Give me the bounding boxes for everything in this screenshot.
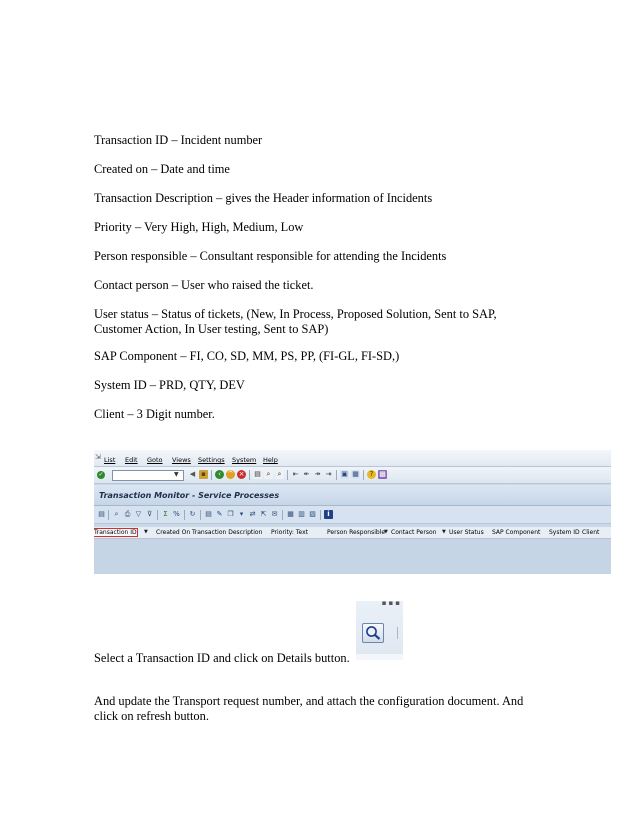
column-user-status[interactable]: User Status bbox=[449, 529, 484, 536]
grid-body bbox=[94, 539, 611, 574]
change-icon[interactable]: ✎ bbox=[216, 510, 223, 518]
column-person-responsible[interactable]: Person Responsible bbox=[327, 529, 386, 536]
previous-page-icon[interactable]: ↞ bbox=[303, 470, 310, 478]
column-sap-component[interactable]: SAP Component bbox=[492, 529, 541, 536]
toolbar-separator bbox=[363, 470, 364, 480]
sort-icon[interactable]: ▽ bbox=[135, 510, 142, 518]
exit-icon[interactable]: ^ bbox=[227, 470, 234, 478]
check-icon[interactable]: ✓ bbox=[98, 471, 104, 478]
layout-icon[interactable]: ▦ bbox=[287, 510, 294, 518]
details-fragment-bottom bbox=[356, 654, 403, 660]
refresh-icon[interactable]: ↻ bbox=[189, 510, 196, 518]
toolbar-separator bbox=[397, 627, 398, 639]
column-contact-person[interactable]: Contact Person bbox=[391, 529, 437, 536]
mail-icon[interactable]: ✉ bbox=[271, 510, 278, 518]
last-page-icon[interactable]: ⇥ bbox=[325, 470, 332, 478]
filter-icon[interactable]: ⊽ bbox=[146, 510, 153, 518]
menu-system[interactable]: System bbox=[232, 456, 257, 464]
menu-settings[interactable]: Settings bbox=[198, 456, 225, 464]
first-page-icon[interactable]: ⇤ bbox=[292, 470, 299, 478]
magnifier-icon bbox=[365, 625, 381, 640]
chevron-down-icon[interactable]: ▼ bbox=[174, 471, 179, 478]
toolbar-separator bbox=[287, 470, 288, 480]
column-priority-text[interactable]: Priority: Text bbox=[271, 529, 308, 536]
print-list-icon[interactable]: ⎙ bbox=[124, 510, 131, 518]
select-all-icon[interactable]: ▤ bbox=[98, 510, 105, 518]
toolbar-fragment: ▪▪▪ bbox=[381, 601, 402, 607]
chevron-down-icon[interactable]: ▼ bbox=[384, 529, 388, 535]
new-session-icon[interactable]: ▣ bbox=[341, 470, 348, 478]
instruction-select: Select a Transaction ID and click on Details button. bbox=[94, 651, 350, 665]
copy-icon[interactable]: ❐ bbox=[227, 510, 234, 518]
next-page-icon[interactable]: ↠ bbox=[314, 470, 321, 478]
definition-person-responsible: Person responsible – Consultant responsible for attending the Incidents bbox=[94, 249, 447, 263]
transfer-icon[interactable]: ⇄ bbox=[249, 510, 256, 518]
toolbar-separator bbox=[157, 510, 158, 520]
standard-toolbar bbox=[94, 467, 611, 484]
toolbar-separator bbox=[211, 470, 212, 480]
prev-icon[interactable]: ◀ bbox=[189, 470, 196, 478]
definition-transaction-description: Transaction Description – gives the Header information of Incidents bbox=[94, 191, 433, 205]
document-icon[interactable]: ▤ bbox=[205, 510, 212, 518]
column-transaction-id[interactable]: Transaction ID bbox=[94, 529, 137, 536]
basket-icon[interactable]: ▾ bbox=[239, 510, 244, 518]
definition-client: Client – 3 Digit number. bbox=[94, 407, 215, 421]
chevron-down-icon[interactable]: ▼ bbox=[442, 529, 446, 535]
menu-list[interactable]: List bbox=[104, 456, 116, 464]
menu-bar bbox=[94, 450, 611, 467]
sap-screenshot bbox=[94, 450, 611, 574]
application-toolbar bbox=[94, 506, 611, 524]
cancel-icon[interactable]: × bbox=[238, 470, 245, 478]
toolbar-separator bbox=[108, 510, 109, 520]
column-icon[interactable]: ▥ bbox=[298, 510, 305, 518]
toolbar-separator bbox=[336, 470, 337, 480]
column-client[interactable]: Client bbox=[582, 529, 600, 536]
chevron-down-icon[interactable]: ▼ bbox=[144, 529, 148, 535]
definition-priority: Priority – Very High, High, Medium, Low bbox=[94, 220, 304, 234]
definition-transaction-id: Transaction ID – Incident number bbox=[94, 133, 263, 147]
find-icon[interactable]: ⌕ bbox=[264, 470, 273, 479]
export-icon[interactable]: ⇱ bbox=[260, 510, 267, 518]
definition-sap-component: SAP Component – FI, CO, SD, MM, PS, PP, (FI-GL, FI-SD,) bbox=[94, 349, 400, 363]
definition-contact-person: Contact person – User who raised the ticket. bbox=[94, 278, 314, 292]
column-created-on[interactable]: Created On bbox=[156, 529, 191, 536]
definition-system-id: System ID – PRD, QTY, DEV bbox=[94, 378, 245, 392]
system-menu-icon[interactable]: ⇲ bbox=[95, 453, 101, 461]
toolbar-separator bbox=[200, 510, 201, 520]
details-button-screenshot bbox=[356, 601, 403, 660]
toolbar-separator bbox=[320, 510, 321, 520]
back-icon[interactable]: ‹ bbox=[215, 470, 224, 479]
toolbar-separator bbox=[282, 510, 283, 520]
instruction-update: And update the Transport request number, and attach the configuration document. And click on refresh button. bbox=[94, 694, 524, 723]
sum-icon[interactable]: Σ bbox=[163, 510, 168, 518]
help-icon[interactable]: ? bbox=[367, 470, 376, 479]
page-title: Transaction Monitor - Service Processes bbox=[99, 491, 280, 500]
shortcut-icon[interactable]: ▦ bbox=[352, 470, 359, 478]
menu-views[interactable]: Views bbox=[172, 456, 191, 464]
menu-goto[interactable]: Goto bbox=[147, 456, 163, 464]
menu-edit[interactable]: Edit bbox=[125, 456, 138, 464]
subtotal-icon[interactable]: % bbox=[173, 510, 180, 518]
column-system-id[interactable]: System ID bbox=[549, 529, 580, 536]
layout-menu-icon[interactable]: ▩ bbox=[379, 470, 386, 478]
toolbar-separator bbox=[184, 510, 185, 520]
find-next-icon[interactable]: ⌕ bbox=[275, 470, 284, 479]
grid-header-row bbox=[94, 527, 611, 539]
definition-created-on: Created on – Date and time bbox=[94, 162, 230, 176]
details-button[interactable] bbox=[362, 623, 384, 643]
info-icon[interactable]: i bbox=[324, 510, 333, 519]
graphic-icon[interactable]: ▨ bbox=[309, 510, 316, 518]
menu-help[interactable]: Help bbox=[263, 456, 278, 464]
column-transaction-description[interactable]: Transaction Description bbox=[192, 529, 263, 536]
definition-user-status: User status – Status of tickets, (New, In Process, Proposed Solution, Sent to SAP, Customer Action, In User testing, Sent to SAP) bbox=[94, 307, 497, 336]
toolbar-separator bbox=[249, 470, 250, 480]
save-icon[interactable]: ▪ bbox=[199, 470, 208, 479]
title-bar bbox=[94, 485, 611, 506]
print-icon[interactable]: ▤ bbox=[254, 470, 261, 478]
details-icon[interactable]: ⌕ bbox=[114, 510, 119, 518]
